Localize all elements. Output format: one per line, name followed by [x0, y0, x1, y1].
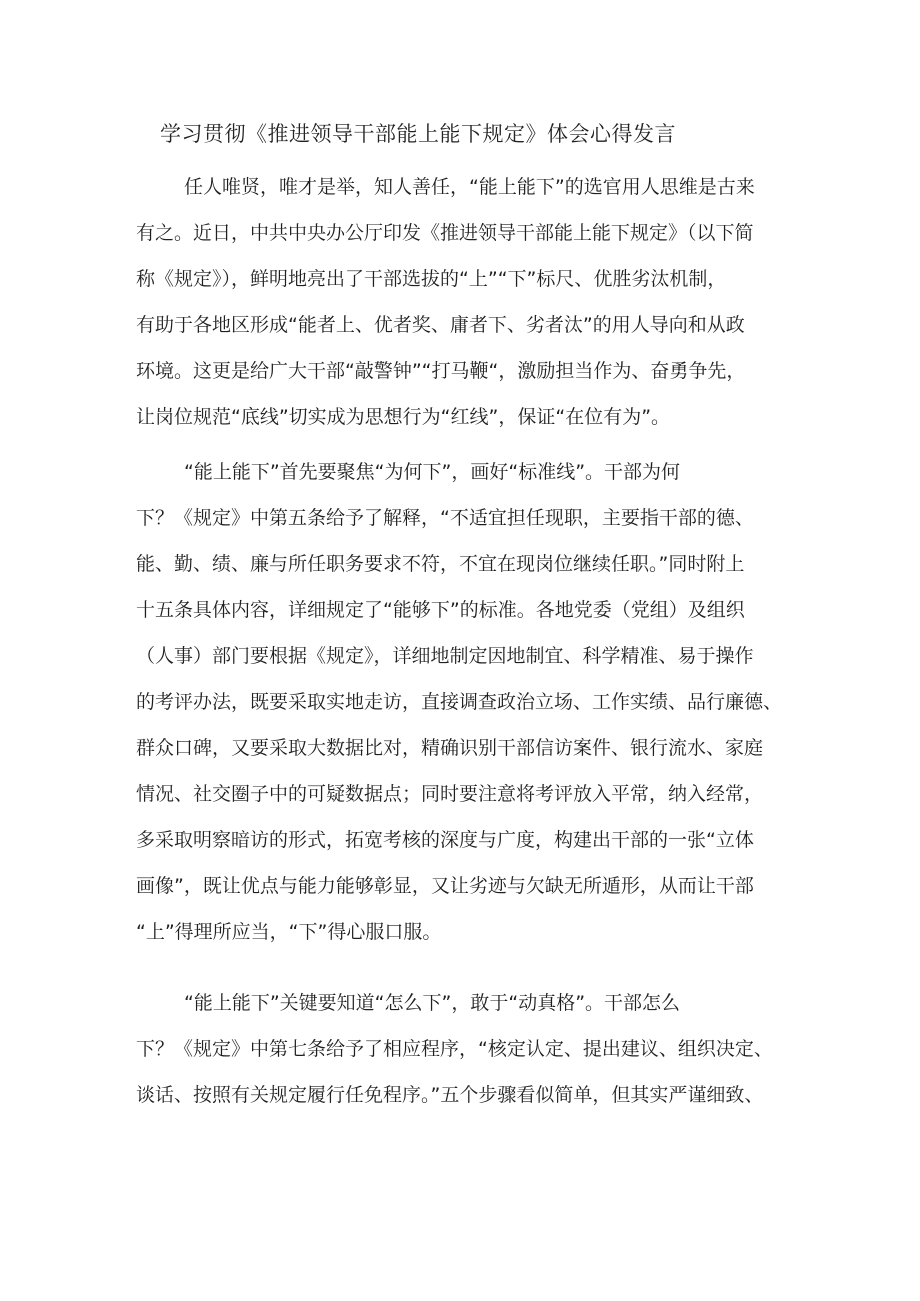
paragraph-2-line-3: 能、勤、绩、廉与所任职务要求不符，不宜在现岗位继续任职。”同时附上 — [136, 553, 745, 575]
paragraph-1-line-1: 任人唯贤，唯才是举，知人善任，“能上能下”的选官用人思维是古来 — [184, 176, 755, 198]
document-title: 学习贯彻《推进领导干部能上能下规定》体会心得发言 — [160, 122, 676, 146]
paragraph-2-line-11: “上”得理所应当，“下”得心服口服。 — [136, 921, 442, 943]
paragraph-1-line-2: 有之。近日，中共中央办公厅印发《推进领导干部能上能下规定》（以下简 — [136, 222, 754, 244]
paragraph-2-line-8: 情况、社交圈子中的可疑数据点；同时要注意将考评放入平常，纳入经常， — [136, 783, 764, 805]
paragraph-1-line-5: 环境。这更是给广大干部“敲警钟”“打马鞭“，激励担当作为、奋勇争先， — [136, 360, 746, 382]
paragraph-2-line-2: 下？《规定》中第五条给予了解释，“不适宜担任现职，主要指干部的德、 — [136, 507, 754, 529]
paragraph-2-line-10: 画像”，既让优点与能力能够彰显，又让劣迹与欠缺无所遁形，从而让干部 — [136, 875, 754, 897]
paragraph-1-line-3: 称《规定》），鲜明地亮出了干部选拔的“上”“下”标尺、优胜劣汰机制， — [136, 268, 727, 290]
paragraph-1-line-6: 让岗位规范“底线”切实成为思想行为“红线”，保证“在位有为”。 — [136, 406, 671, 428]
paragraph-2-line-6: 的考评办法，既要采取实地走访，直接调查政治立场、工作实绩、品行廉德、 — [136, 691, 783, 713]
paragraph-2-line-1: “能上能下”首先要聚焦“为何下”，画好“标准线”。干部为何 — [184, 461, 681, 483]
paragraph-3-line-2: 下？《规定》中第七条给予了相应程序，“核定认定、提出建议、组织决定、 — [136, 1038, 773, 1060]
paragraph-2-line-4: 十五条具体内容，详细规定了“能够下”的标准。各地党委（党组）及组织 — [136, 599, 745, 621]
paragraph-3-line-1: “能上能下”关键要知道“怎么下”，敢于“动真格”。干部怎么 — [184, 992, 681, 1014]
paragraph-1-line-4: 有助于各地区形成“能者上、优者奖、庸者下、劣者汰”的用人导向和从政 — [136, 314, 745, 336]
paragraph-2-line-9: 多采取明察暗访的形式，拓宽考核的深度与广度，构建出干部的一张“立体 — [136, 829, 754, 851]
paragraph-2-line-5: （人事）部门要根据《规定》，详细地制定因地制宜、科学精准、易于操作 — [136, 645, 754, 667]
paragraph-3-line-3: 谈话、按照有关规定履行任免程序。”五个步骤看似简单，但其实严谨细致、 — [136, 1084, 764, 1106]
paragraph-2-line-7: 群众口碑，又要采取大数据比对，精确识别干部信访案件、银行流水、家庭 — [136, 737, 764, 759]
